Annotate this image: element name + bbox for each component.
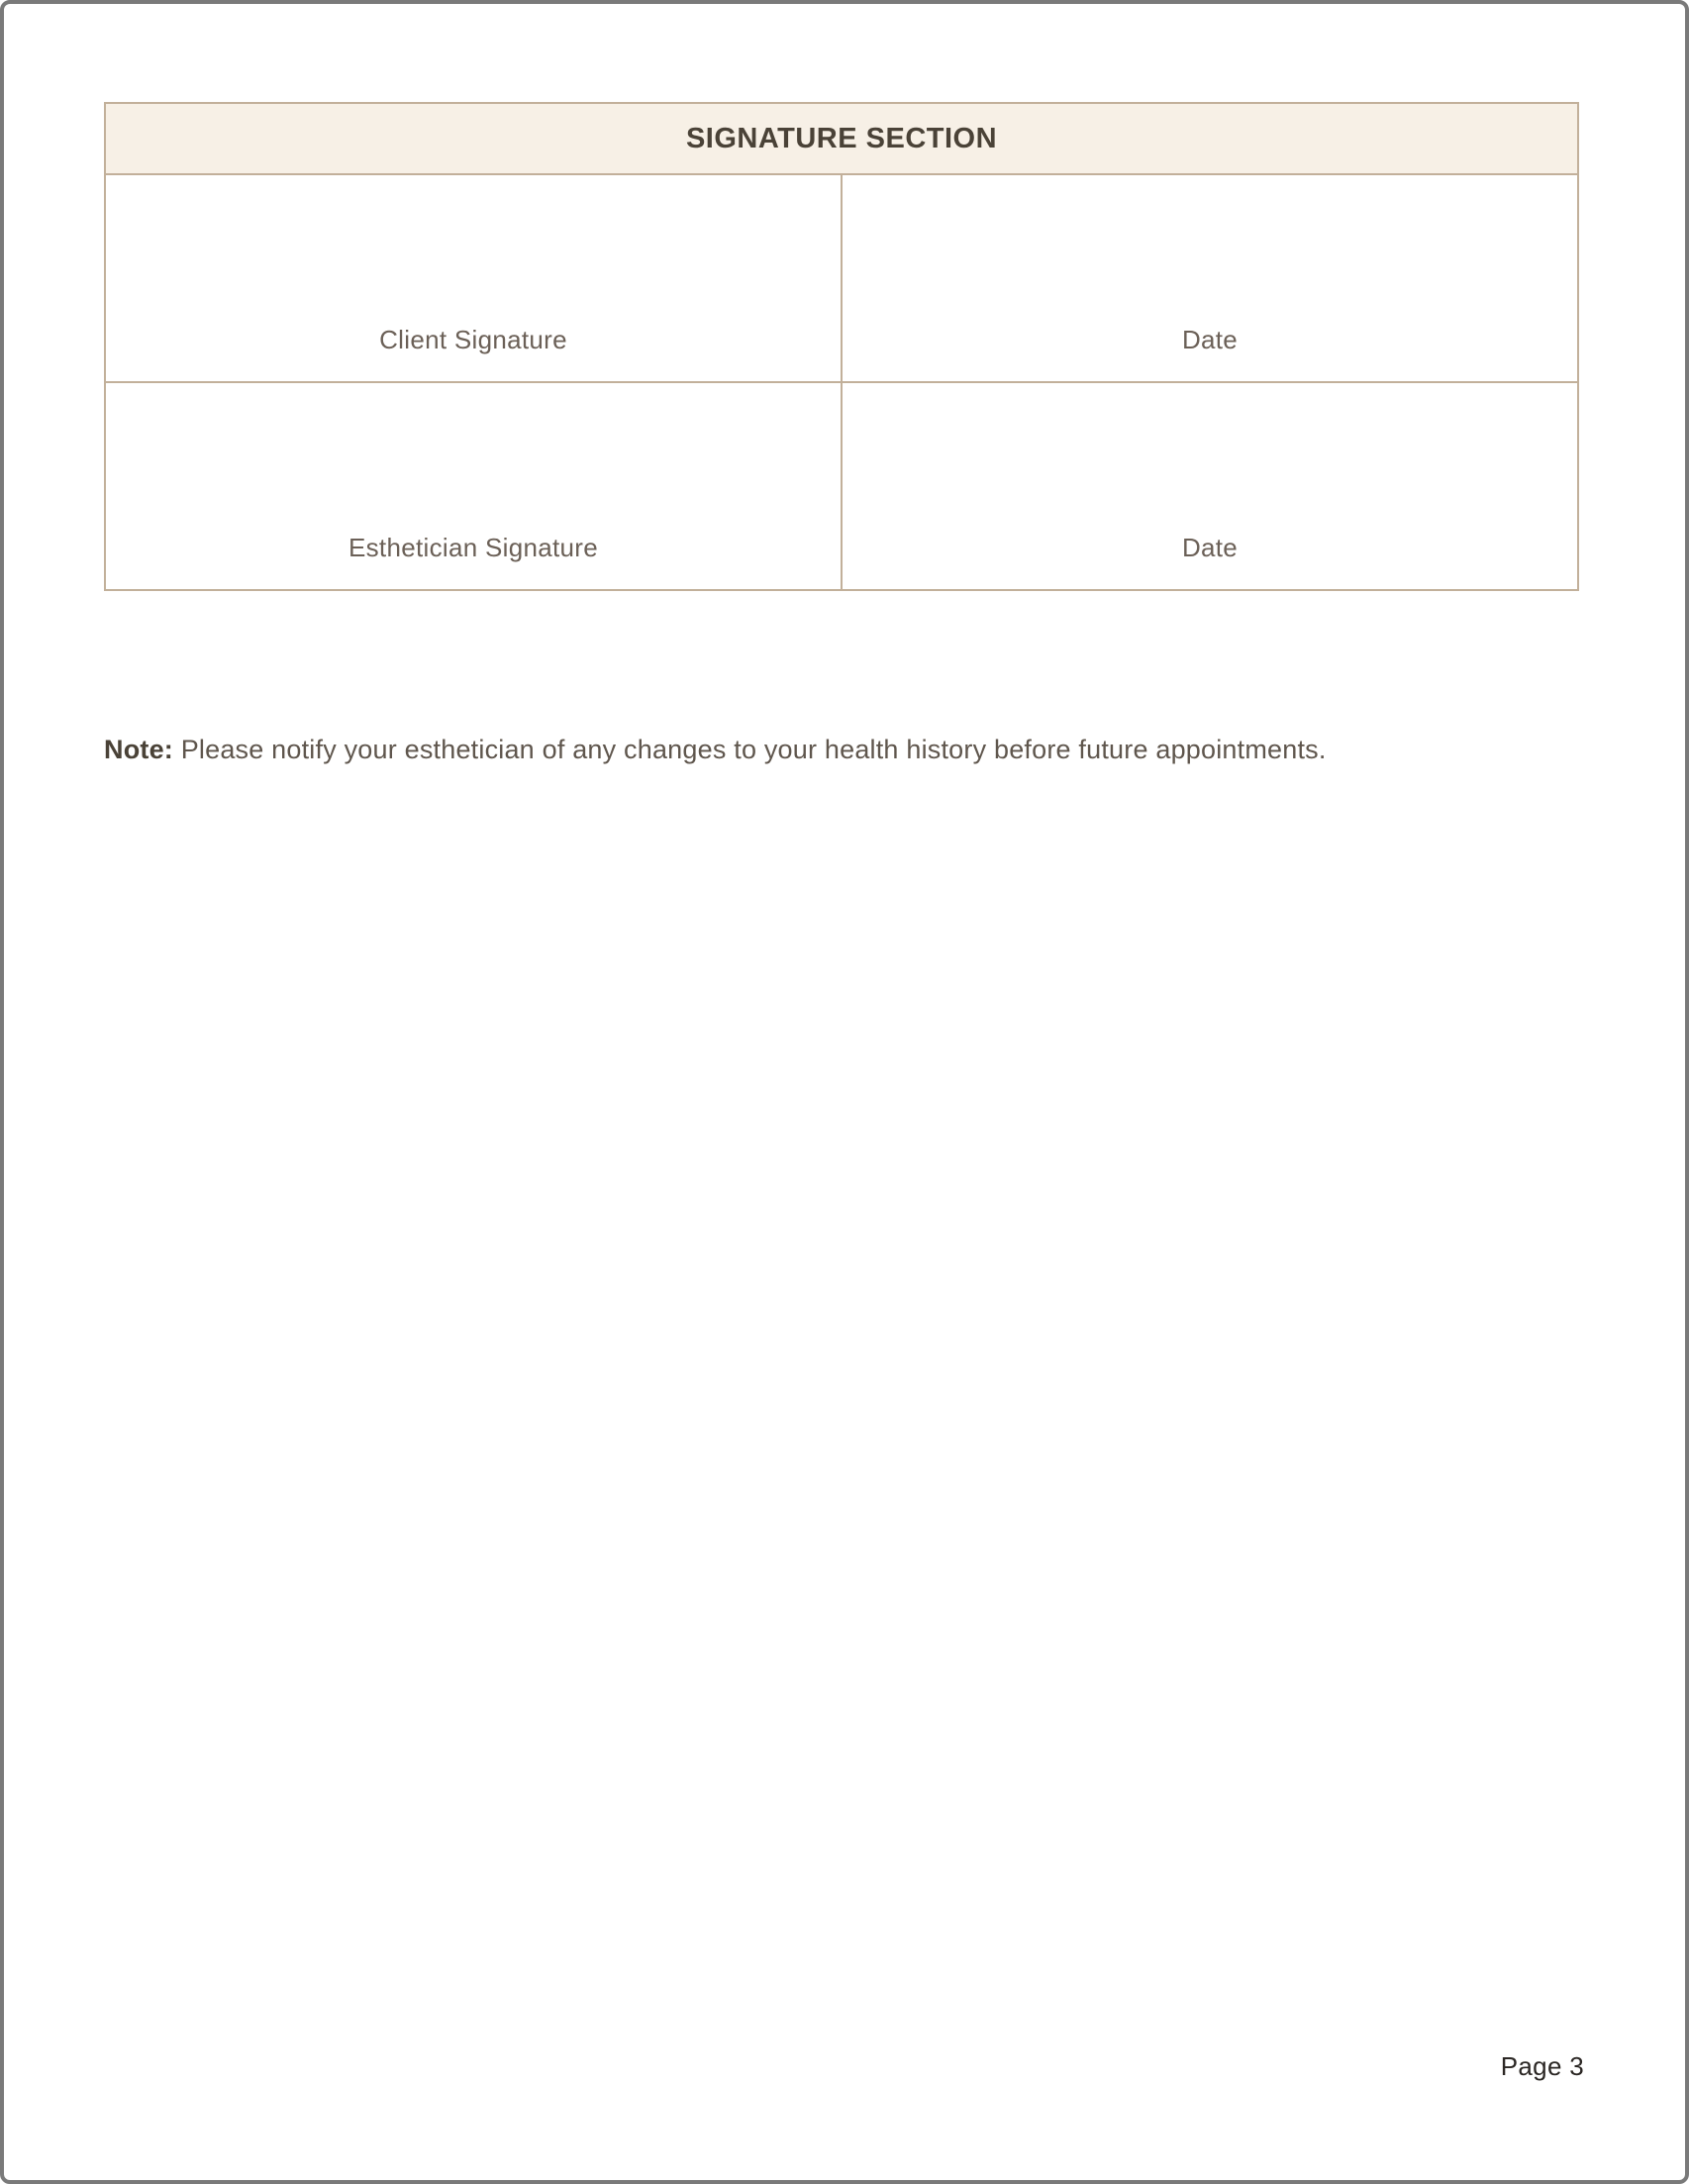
esthetician-signature-row [105, 382, 1578, 590]
document-content [104, 102, 1579, 591]
esthetician-date-cell [842, 382, 1578, 590]
signature-section-title: SIGNATURE SECTION [105, 103, 1578, 174]
note-body: Please notify your esthetician of any changes to your health history before future appointments. [180, 735, 1327, 764]
esthetician-date-label: Date [1181, 533, 1239, 562]
note-prefix: Note: [104, 735, 173, 764]
signature-table-header-row [105, 103, 1578, 174]
client-signature-row [105, 174, 1578, 382]
esthetician-signature-label: Esthetician Signature [348, 533, 598, 562]
esthetician-signature-cell [105, 382, 842, 590]
signature-table [104, 102, 1579, 591]
client-signature-label: Client Signature [379, 325, 567, 354]
client-date-label: Date [1181, 325, 1239, 354]
note-text [104, 733, 1584, 767]
client-signature-cell [105, 174, 842, 382]
page-number: Page 3 [1500, 2051, 1584, 2081]
client-date-cell [842, 174, 1578, 382]
